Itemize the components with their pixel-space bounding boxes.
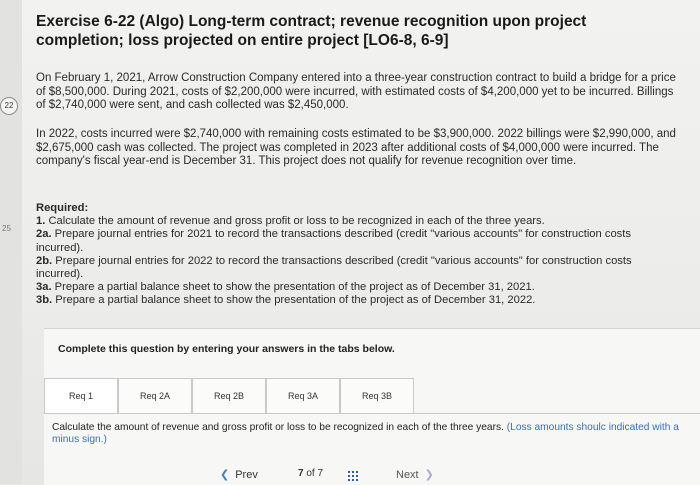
exercise-title: Exercise 6-22 (Algo) Long-term contract; revenue recognition upon project completion; loss projected on entire project [LO6-8, 6-9] — [36, 13, 587, 49]
required-item-text: Prepare journal entries for 2021 to record the transactions described (credit "various accounts" for construction costs incurred). — [36, 228, 631, 254]
required-item-text: Prepare journal entries for 2022 to record the transactions described (credit "various accounts" for construction costs incurred). — [36, 254, 632, 281]
tab-divider — [44, 413, 700, 414]
required-section — [36, 202, 676, 308]
instructions-note: (Loss amounts shoulc indicated with a minus sign.) — [52, 422, 679, 445]
page-indicator — [298, 468, 323, 479]
page-current: 7 — [298, 468, 304, 479]
tab-req-3b[interactable]: Req 3B — [340, 378, 414, 413]
tab-req-2a[interactable]: Req 2A — [118, 378, 192, 413]
tab-req-1[interactable]: Req 1 — [44, 378, 118, 413]
required-item-text: Calculate the amount of revenue and gross profit or loss to be recognized in each of the three years. — [48, 215, 545, 228]
required-item — [36, 294, 676, 307]
requirement-tabs — [44, 378, 414, 414]
instructions-main: Calculate the amount of revenue and gross profit or loss to be recognized in each of the three years. — [52, 422, 504, 433]
chevron-right-icon: ❯ — [424, 469, 434, 481]
required-item-number: 3b. — [36, 294, 53, 307]
required-item — [36, 281, 676, 294]
left-gutter — [0, 0, 22, 484]
required-item-text: Prepare a partial balance sheet to show the presentation of the project as of December 31, 2022. — [55, 294, 536, 307]
next-button[interactable] — [396, 468, 456, 481]
page-total: 7 — [317, 468, 324, 479]
question-number-badge[interactable]: 22 — [0, 97, 18, 115]
problem-paragraph-1: On February 1, 2021, Arrow Construction Company entered into a three-year construction contract to build a bridge for a price of $8,500,000. During 2021, costs of $2,200,000 were incurred, with estimated costs of $4,200,000 yet to be incurred. Billings of $2,740,000 were sent, and cash collected was $2,450,000. — [36, 72, 676, 112]
prev-label: Prev — [235, 469, 258, 481]
required-item-text: Prepare a partial balance sheet to show the presentation of the project as of December 31, 2021. — [54, 281, 535, 294]
required-item — [36, 255, 676, 281]
problem-paragraph-2: In 2022, costs incurred were $2,740,000 with remaining costs estimated to be $3,900,000. 2022 billings were $2,990,000, and $2,675,000 cash was collected. The project was completed in 2023 after additional costs of $4,000,000 were incurred. The company's fiscal year-end is December 31. This project does not qualify for revenue recognition over time. — [36, 128, 676, 168]
required-item-number: 2a. — [36, 228, 52, 241]
required-item-number: 2b. — [36, 254, 53, 267]
complete-prompt: Complete this question by entering your answers in the tabs below. — [58, 343, 395, 355]
grid-icon[interactable] — [348, 471, 358, 481]
required-item-number: 1. — [36, 215, 46, 228]
tab-req-2b[interactable]: Req 2B — [192, 378, 266, 413]
tab-req-3a[interactable]: Req 3A — [266, 378, 340, 413]
required-item — [36, 228, 676, 254]
required-item-number: 3a. — [36, 281, 52, 294]
next-label: Next — [396, 469, 419, 481]
chevron-left-icon: ❮ — [220, 469, 230, 481]
gutter-mark: 25 — [2, 224, 11, 233]
question-navigation — [220, 468, 520, 484]
required-heading: Required: — [36, 202, 89, 214]
page-of: of — [306, 468, 315, 479]
prev-button[interactable] — [220, 468, 280, 481]
required-item — [36, 215, 676, 228]
tab-instructions — [52, 422, 682, 446]
